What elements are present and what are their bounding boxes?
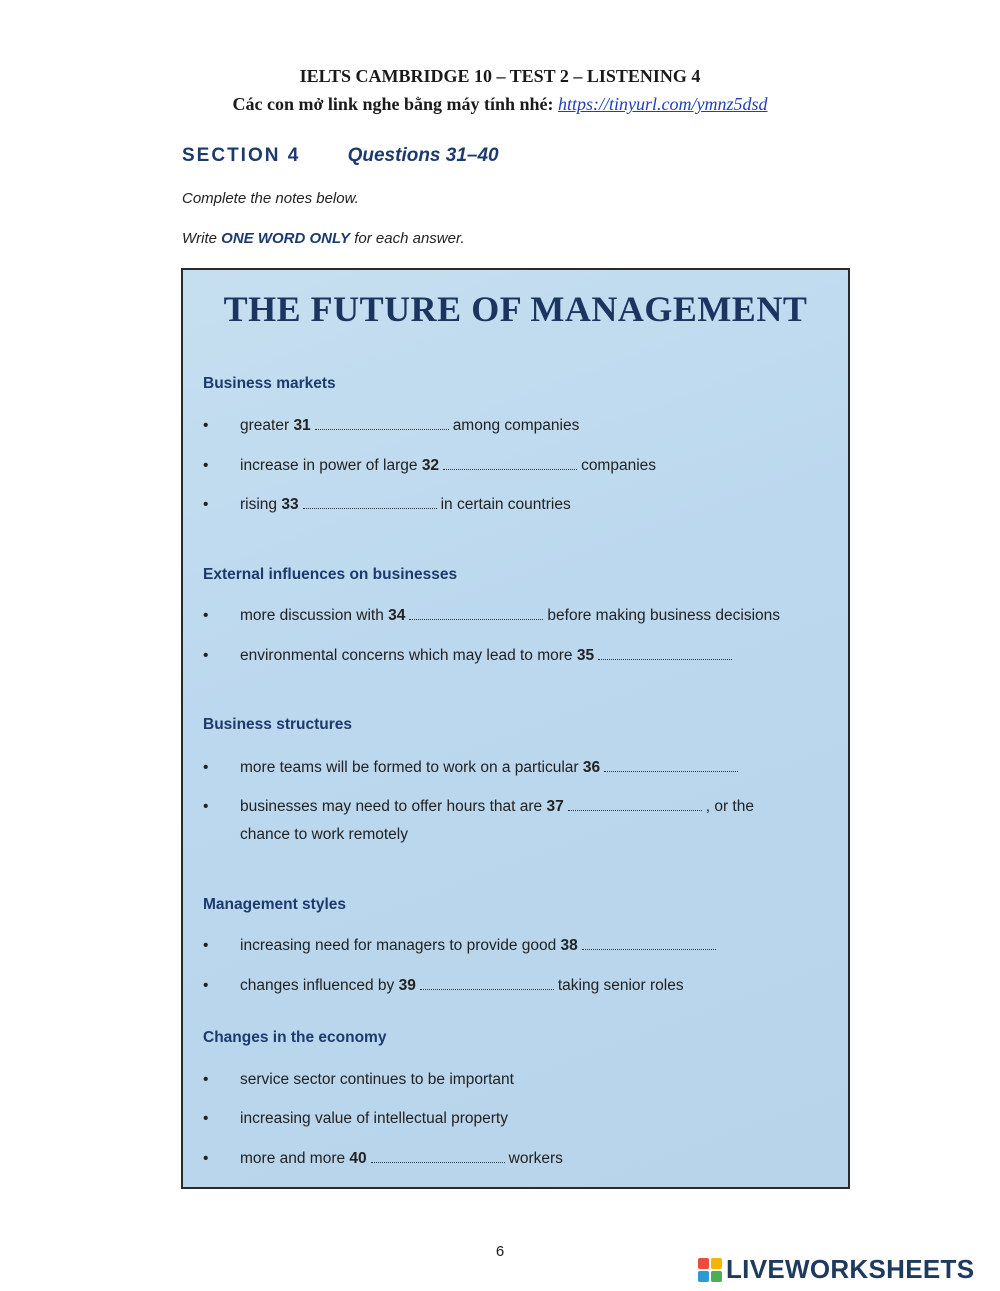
bullet-icon: • (203, 759, 209, 776)
question-number: 32 (421, 457, 440, 474)
question-number: 34 (388, 607, 406, 624)
answer-blank-35[interactable] (598, 658, 732, 660)
bullet-icon: • (203, 496, 209, 513)
notes-panel (181, 268, 850, 1189)
instruction-bold: ONE WORD ONLY (221, 230, 351, 247)
document-title: IELTS CAMBRIDGE 10 – TEST 2 – LISTENING 4 (299, 66, 701, 86)
answer-blank-39[interactable] (420, 988, 554, 990)
instruction-pre: Write (182, 230, 222, 247)
answer-blank-37[interactable] (568, 809, 702, 811)
answer-blank-40[interactable] (371, 1161, 505, 1163)
bullet-icon: • (203, 457, 209, 474)
notes-title: THE FUTURE OF MANAGEMENT (223, 289, 808, 329)
item-text: in certain countries (440, 496, 571, 513)
question-number: 39 (398, 977, 416, 994)
heading-external-influences: External influences on businesses (203, 566, 458, 583)
bullet-icon: • (203, 1110, 209, 1127)
item-text: increasing value of intellectual property (240, 1110, 508, 1127)
bullet-icon: • (203, 417, 209, 434)
item-text: businesses may need to offer hours that are (240, 798, 543, 815)
item-text: service sector continues to be important (240, 1071, 514, 1088)
item-text: taking senior roles (557, 977, 684, 994)
item-text: increasing need for managers to provide good (240, 937, 557, 954)
question-number: 31 (293, 417, 311, 434)
instruction-complete: Complete the notes below. (182, 190, 359, 207)
item-text: more teams will be formed to work on a particular (240, 759, 579, 776)
heading-business-structures: Business structures (203, 716, 353, 733)
liveworksheets-logo (698, 1254, 974, 1285)
heading-management-styles: Management styles (203, 896, 346, 913)
section-heading (182, 145, 499, 167)
question-number: 37 (546, 798, 564, 815)
item-text: chance to work remotely (240, 826, 408, 843)
instruction-word-limit (182, 230, 465, 247)
bullet-icon: • (203, 1071, 209, 1088)
listening-link-line (0, 94, 1000, 115)
audio-link[interactable]: https://tinyurl.com/ymnz5dsd (558, 94, 768, 114)
answer-blank-31[interactable] (315, 428, 449, 430)
bullet-icon: • (203, 937, 209, 954)
link-prefix: Các con mở link nghe bằng máy tính nhé: (232, 94, 554, 114)
instruction-post: for each answer. (350, 230, 465, 247)
liveworksheets-icon (698, 1258, 722, 1282)
item-text: before making business decisions (547, 607, 781, 624)
question-number: 33 (281, 496, 299, 513)
question-number: 40 (349, 1150, 367, 1167)
item-text: increase in power of large (240, 457, 418, 474)
question-number: 36 (582, 759, 601, 776)
answer-blank-36[interactable] (604, 770, 738, 772)
questions-range: Questions 31–40 (347, 145, 499, 166)
item-text: changes influenced by (240, 977, 395, 994)
item-text: among companies (452, 417, 580, 434)
answer-blank-34[interactable] (409, 618, 543, 620)
section-label: SECTION 4 (182, 145, 301, 166)
bullet-icon: • (203, 607, 209, 624)
item-text: more discussion with (240, 607, 384, 624)
bullet-icon: • (203, 977, 209, 994)
item-text: more and more (240, 1150, 346, 1167)
item-text: companies (581, 457, 657, 474)
answer-blank-38[interactable] (582, 948, 716, 950)
bullet-icon: • (203, 798, 209, 815)
item-text: workers (508, 1150, 563, 1167)
item-text: greater (240, 417, 290, 434)
bullet-icon: • (203, 1150, 209, 1167)
item-text: environmental concerns which may lead to more (240, 647, 573, 664)
bullet-icon: • (203, 647, 209, 664)
question-number: 38 (560, 937, 578, 954)
brand-name: LIVEWORKSHEETS (726, 1254, 975, 1284)
item-text: rising (240, 496, 278, 513)
question-number: 35 (576, 647, 595, 664)
page-number: 6 (495, 1243, 505, 1260)
heading-changes-economy: Changes in the economy (203, 1029, 387, 1046)
item-text: , or the (705, 798, 754, 815)
answer-blank-32[interactable] (443, 468, 577, 470)
answer-blank-33[interactable] (303, 507, 437, 509)
heading-business-markets: Business markets (203, 375, 336, 392)
